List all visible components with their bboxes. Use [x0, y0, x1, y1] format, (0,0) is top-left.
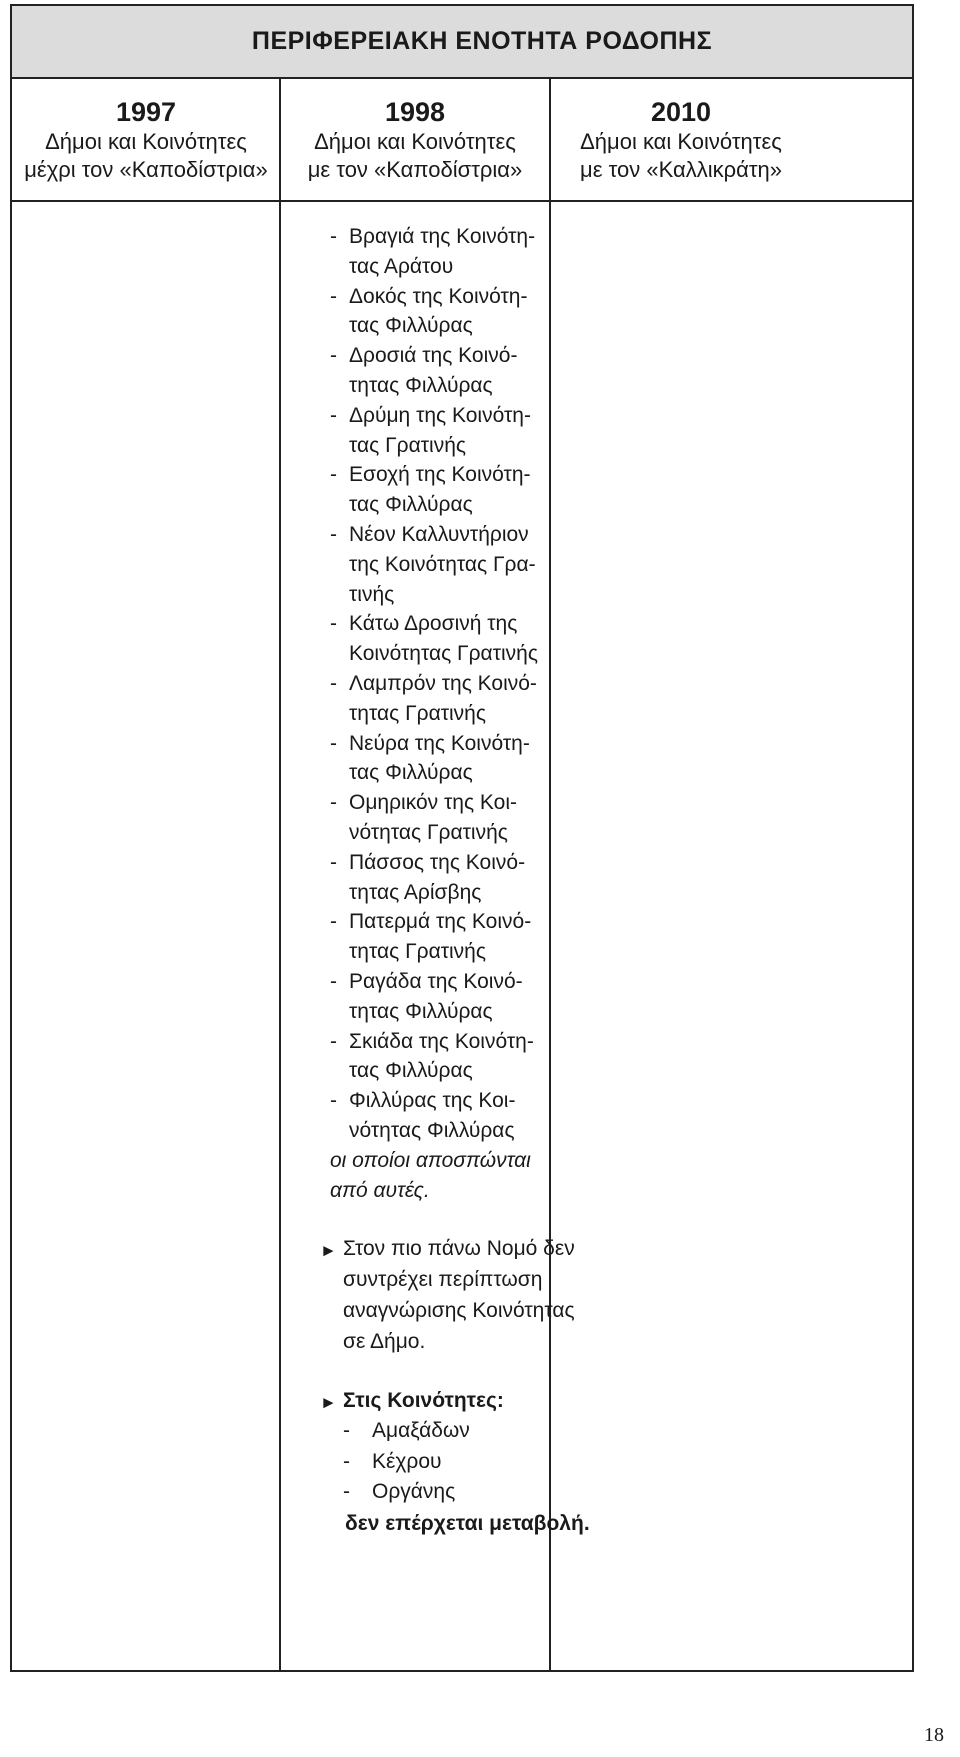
header-line: μέχρι τον «Καποδίστρια» [24, 156, 268, 182]
community-name: Οργάνης [372, 1480, 456, 1504]
community-name: Κέχρου [372, 1449, 442, 1473]
header-line: με τον «Καλλικράτη» [580, 156, 782, 182]
header-line: με τον «Καποδίστρια» [307, 156, 523, 182]
header-year: 1997 [115, 96, 177, 127]
village-item-line: τας Γρατινής [349, 433, 467, 457]
header-line: Δήμοι και Κοινότητες [45, 128, 247, 154]
dash-mark: - [330, 969, 337, 993]
note-line: συντρέχει περίπτωση [343, 1268, 543, 1292]
village-item [308, 341, 608, 401]
village-item [308, 729, 608, 789]
community-item [308, 1447, 608, 1478]
header-line: Δήμοι και Κοινότητες [314, 128, 516, 154]
village-item-line: τινής [349, 582, 395, 606]
village-item-line: τητας Αρίσβης [349, 880, 482, 904]
village-item-line: Νέον Καλλυντήριον [349, 522, 529, 546]
village-item-line: Λαμπρόν της Κοινό- [349, 671, 537, 695]
village-item-line: Εσοχή της Κοινότη- [349, 463, 531, 487]
column-1998-content [308, 222, 608, 1539]
dash-mark: - [330, 522, 337, 546]
dash-mark: - [330, 850, 337, 874]
village-item-line: Ραγάδα της Κοινό- [349, 969, 523, 993]
village-item [308, 669, 608, 729]
village-item-line: Πατερμά της Κοινό- [349, 910, 532, 934]
village-item [308, 282, 608, 342]
village-item [308, 1086, 608, 1146]
dash-mark: - [330, 225, 337, 248]
table-title-row [12, 6, 912, 79]
village-item-line: τας Φιλλύρας [349, 761, 473, 785]
village-item-line: τητας Φιλλύρας [349, 373, 493, 397]
spacer [308, 1205, 608, 1233]
village-item-line: τας Φιλλύρας [349, 493, 473, 517]
page-number: 18 [924, 1724, 944, 1746]
village-list [308, 222, 608, 1146]
village-item-line: Σκιάδα της Κοινότη- [349, 1029, 534, 1053]
village-item-line: της Κοινότητας Γρα- [349, 552, 536, 576]
header-2010 [550, 79, 812, 200]
detach-note-line: οι οποίοι αποσπώνται [330, 1148, 531, 1172]
detach-note [308, 1146, 608, 1206]
detach-note-line: από αυτές. [330, 1178, 430, 1202]
dash-mark: - [330, 791, 337, 815]
village-item-line: Πάσσος της Κοινό- [349, 850, 526, 874]
header-line: Δήμοι και Κοινότητες [580, 128, 782, 154]
community-name: Αμαξάδων [372, 1419, 470, 1443]
note-no-recognition [308, 1233, 608, 1357]
village-item-line: τας Φιλλύρας [349, 1059, 473, 1083]
village-item [308, 520, 608, 609]
village-item-line: Φιλλύρας της Κοι- [349, 1089, 516, 1113]
triangle-bullet-icon: ► [320, 1241, 337, 1261]
note-line: σε Δήμο. [343, 1330, 426, 1354]
village-item-line: Κάτω Δροσινή της [349, 612, 518, 636]
dash-mark: - [343, 1480, 350, 1504]
village-item-line: τας Φιλλύρας [349, 314, 473, 338]
dash-mark: - [330, 1029, 337, 1053]
village-item-line: τητας Φιλλύρας [349, 999, 493, 1023]
village-item-line: νότητας Φιλλύρας [349, 1118, 515, 1142]
village-item-line: Κοινότητας Γρατινής [349, 642, 538, 666]
community-item [308, 1477, 608, 1508]
village-item-line: Βραγιά της Κοινότη- [349, 225, 536, 248]
dash-mark: - [330, 731, 337, 755]
header-year: 2010 [650, 96, 712, 127]
village-item-line: τητας Γρατινής [349, 940, 486, 964]
table-title: ΠΕΡΙΦΕΡΕΙΑΚΗ ΕΝΟΤΗΤΑ ΡΟΔΟΠΗΣ [251, 27, 713, 55]
village-item [308, 848, 608, 908]
village-item-line: Νεύρα της Κοινότη- [349, 731, 530, 755]
village-item [308, 460, 608, 520]
village-item-line: Δροσιά της Κοινό- [349, 344, 518, 368]
note-line: Στον πιο πάνω Νομό δεν [343, 1237, 575, 1261]
village-item [308, 907, 608, 967]
village-item-line: Δρύμη της Κοινότη- [349, 403, 531, 427]
dash-mark: - [330, 1089, 337, 1113]
village-item [308, 609, 608, 669]
dash-mark: - [343, 1419, 350, 1443]
dash-mark: - [330, 403, 337, 427]
note-line: αναγνώρισης Κοινότητας [343, 1299, 575, 1323]
village-item [308, 222, 608, 282]
dash-mark: - [343, 1449, 350, 1473]
header-1998 [280, 79, 550, 200]
dash-mark: - [330, 344, 337, 368]
note-heading: Στις Κοινότητες: [343, 1389, 504, 1413]
village-item-line: τητας Γρατινής [349, 701, 486, 725]
spacer [308, 1357, 608, 1385]
header-year: 1998 [384, 96, 446, 127]
village-item-line: Ομηρικόν της Κοι- [349, 791, 517, 815]
village-item-line: τας Αράτου [349, 254, 454, 278]
village-item [308, 967, 608, 1027]
community-item [308, 1416, 608, 1447]
header-1997 [12, 79, 280, 200]
dash-mark: - [330, 671, 337, 695]
village-item [308, 1027, 608, 1087]
village-item-line: νότητας Γρατινής [349, 820, 508, 844]
dash-mark: - [330, 463, 337, 487]
dash-mark: - [330, 612, 337, 636]
village-item [308, 788, 608, 848]
village-item-line: Δοκός της Κοινότη- [349, 284, 528, 308]
village-item [308, 401, 608, 461]
dash-mark: - [330, 284, 337, 308]
triangle-bullet-icon: ► [320, 1393, 337, 1413]
column-divider [279, 79, 281, 1670]
no-change-note: δεν επέρχεται μεταβολή. [345, 1511, 590, 1535]
column-header-row [12, 79, 912, 202]
note-communities-heading [308, 1385, 608, 1416]
dash-mark: - [330, 910, 337, 934]
